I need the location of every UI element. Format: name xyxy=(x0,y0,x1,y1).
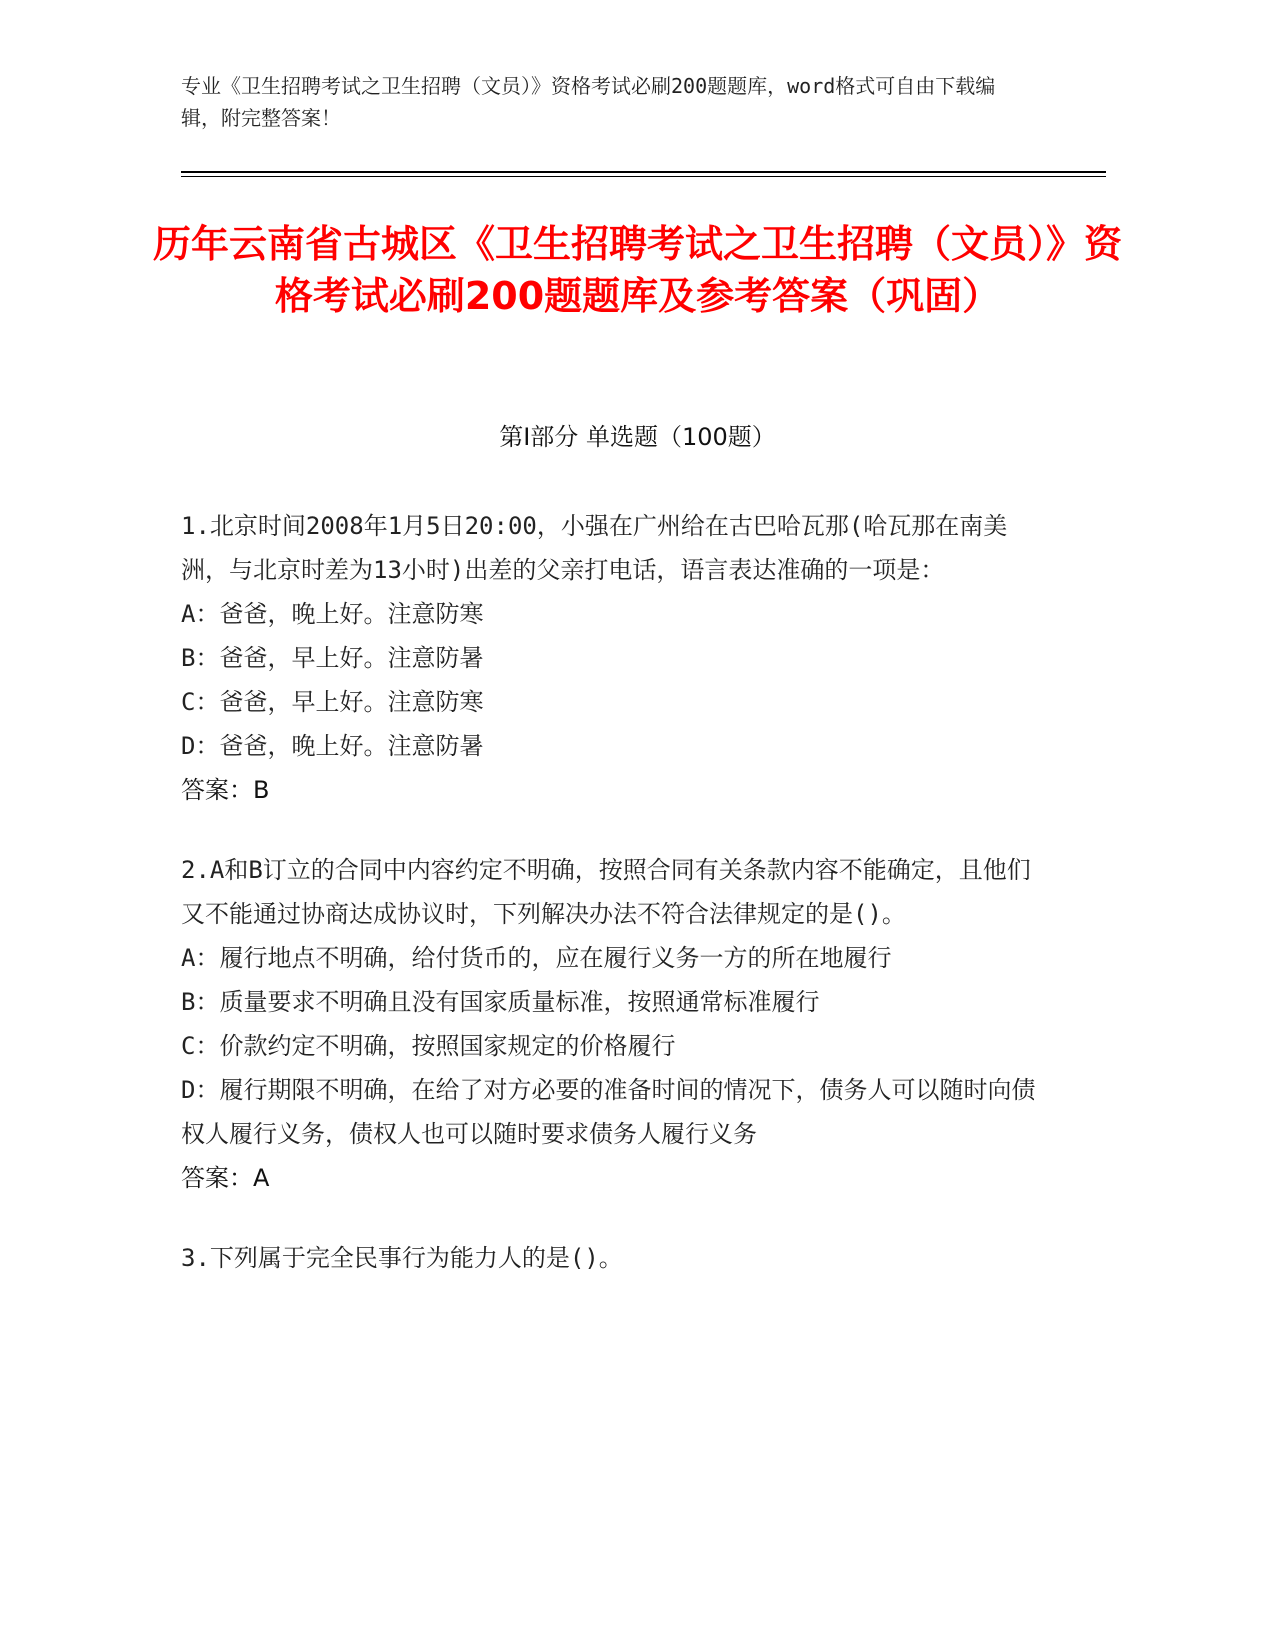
header-divider-thick xyxy=(181,171,1106,173)
question-text: 2.A和B订立的合同中内容约定不明确，按照合同有关条款内容不能确定，且他们又不能通过协商达成协议时，下列解决办法不符合法律规定的是()。 xyxy=(181,856,1031,928)
option-b: B：爸爸，早上好。注意防暑 xyxy=(181,644,484,672)
option-a: A：履行地点不明确，给付货币的，应在履行义务一方的所在地履行 xyxy=(181,944,892,972)
option-b: B：质量要求不明确且没有国家质量标准，按照通常标准履行 xyxy=(181,988,820,1016)
option-c: C：价款约定不明确，按照国家规定的价格履行 xyxy=(181,1032,676,1060)
section-heading: 第Ⅰ部分 单选题（100题） xyxy=(499,423,776,451)
option-a: A：爸爸，晚上好。注意防寒 xyxy=(181,600,484,628)
question-1 xyxy=(181,504,1051,812)
option-c: C：爸爸，早上好。注意防寒 xyxy=(181,688,484,716)
document-title: 历年云南省古城区《卫生招聘考试之卫生招聘（文员）》资格考试必刷200题题库及参考答案（巩固） xyxy=(152,222,1122,318)
header-note: 专业《卫生招聘考试之卫生招聘（文员）》资格考试必刷200题题库，word格式可自由下载编辑，附完整答案！ xyxy=(181,74,996,130)
question-text: 3.下列属于完全民事行为能力人的是()。 xyxy=(181,1244,623,1272)
question-2 xyxy=(181,848,1051,1200)
question-3 xyxy=(181,1236,1051,1280)
header-divider-thin xyxy=(181,176,1106,177)
option-d: D：爸爸，晚上好。注意防暑 xyxy=(181,732,484,760)
answer: 答案：A xyxy=(181,1164,270,1192)
question-text: 1.北京时间2008年1月5日20:00，小强在广州给在古巴哈瓦那(哈瓦那在南美洲，与北京时差为13小时)出差的父亲打电话，语言表达准确的一项是： xyxy=(181,512,1008,584)
question-list xyxy=(181,504,1051,1316)
option-d: D：履行期限不明确，在给了对方必要的准备时间的情况下，债务人可以随时向债权人履行义务，债权人也可以随时要求债务人履行义务 xyxy=(181,1076,1036,1148)
answer: 答案：B xyxy=(181,776,270,804)
